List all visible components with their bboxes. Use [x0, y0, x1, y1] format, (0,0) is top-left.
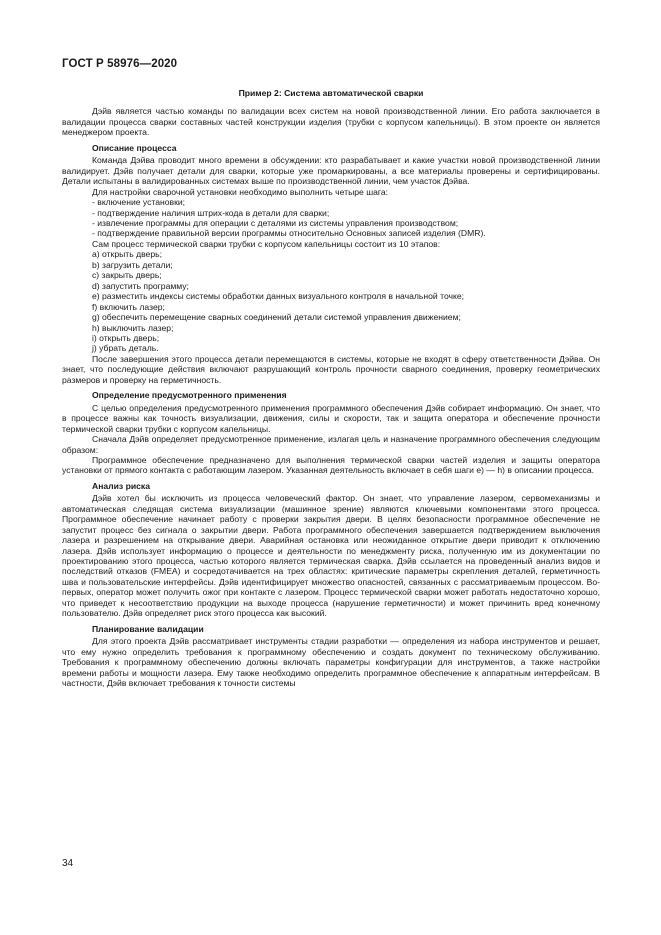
section-heading-intended-use: Определение предусмотренного применения — [92, 390, 287, 401]
example-title: Пример 2: Система автоматической сварки — [238, 88, 424, 98]
intro-paragraph: Дэйв является частью команды по валидации всех систем на новой производственной линии. Его работа заключается в валидации процесса сварки составных частей конструкции изделия (трубки с корпусом капельницы). В этом проекте он является менеджером проекта. — [62, 106, 600, 138]
list-item: j) убрать деталь. — [92, 343, 159, 354]
section-heading-process: Описание процесса — [92, 142, 177, 153]
paragraph: Для настройки сварочной установки необходимо выполнить четыре шага: — [92, 186, 388, 197]
section-heading-validation-planning: Планирование валидации — [92, 623, 204, 634]
list-item: - подтверждение правильной версии программы относительно Основных записей изделия (DMR). — [92, 228, 486, 239]
list-item: f) включить лазер; — [92, 301, 165, 312]
document-body — [62, 88, 600, 688]
paragraph: Дэйв хотел бы исключить из процесса человеческий фактор. Он знает, что управление лазером, сервомеханизмы и автоматическая следящая система визуализации (машинное зрение) являются ключевыми компонентами этого процесса. Программное обеспечение начинает работу с проверки закрытия двери. В целях безопасности программное обеспечение не запустит процесс без сигнала о закрытии двери. Работа программного обеспечения завершается подтверждением выключения лазера и разрешением на открывание двери. Аварийная остановка или неожиданное открытие двери приводит к отключению лазера. Дэйв использует информацию о процессе и деятельности по менеджменту риска, полученную им из документации по проектированию этого процесса, частью которого является термическая сварка. Дэйв ссылается на проведенный анализ видов и последствий отказов (FMEA) и сосредотачивается на трех областях: критические параметры скрепления деталей, герметичность шва и пользовательские интерфейсы. Дэйв идентифицирует множество опасностей, связанных с рассматриваемым процессом. Во-первых, оператор может получить ожог при контакте с лазером. Процесс термической сварки может работать недостаточно хорошо, что приведет к несоответствию продукции на выходе процесса (нарушение герметичности) и может причинить вред конечному пользователю. Дэйв определяет риск этого процесса как высокий. — [62, 493, 600, 619]
paragraph: Сам процесс термической сварки трубки с корпусом капельницы состоит из 10 этапов: — [92, 238, 441, 249]
list-item: e) разместить индексы системы обработки данных визуального контроля в начальной точке; — [92, 291, 465, 302]
list-item: - включение установки; — [92, 197, 186, 208]
list-item: c) закрыть дверь; — [92, 270, 162, 281]
list-item: i) открыть дверь; — [92, 332, 160, 343]
paragraph: Команда Дэйва проводит много времени в обсуждении: кто разрабатывает и какие участки новой производственной линии валидирует. Дэйв получает детали для сварки, которые уже промаркированы, а все материалы проверены и сертифицированы. Детали испытаны в валидированных системах выше по производственной линии, чем участок Дэйва. — [62, 155, 600, 187]
list-item: d) запустить программу; — [92, 280, 189, 291]
page-number: 34 — [62, 858, 74, 869]
paragraph: Сначала Дэйв определяет предусмотренное применение, излагая цель и назначение программного обеспечения следующим образом: — [62, 434, 600, 455]
list-item: h) выключить лазер; — [92, 322, 174, 333]
paragraph: Для этого проекта Дэйв рассматривает инструменты стадии разработки — определения из набора инструментов и решает, что ему нужно определить требования к программному обеспечению и создать документ по техническому обслуживанию. Требования к программному обеспечению должны включать параметры конфигурации для инструментов, а также настройки времени работы и мощности лазера. Ему также необходимо определить программное обеспечение к аппаратным интерфейсам. В частности, Дэйв включает требования к точности системы — [62, 636, 600, 689]
paragraph: С целью определения предусмотренного применения программного обеспечения Дэйв собирает информацию. Он знает, что в процессе важны как точность визуализации, движения, силы и скорости, так и защита оператора и обеспечение прочности термической сварки трубки с корпусом капельницы. — [62, 402, 600, 434]
paragraph: После завершения этого процесса детали перемещаются в системы, которые не входят в сферу ответственности Дэйва. Он знает, что последующие действия включают разрушающий контроль прочности сварного соединения, проверку геометрических размеров и проверку на герметичность. — [62, 353, 600, 385]
list-item: a) открыть дверь; — [92, 249, 162, 260]
section-heading-risk-analysis: Анализ риска — [92, 480, 150, 491]
standard-header: ГОСТ Р 58976—2020 — [62, 58, 178, 70]
list-item: b) загрузить детали; — [92, 259, 173, 270]
list-item: - извлечение программы для операции с деталями из системы управления производством; — [92, 217, 459, 228]
list-item: - подтверждение наличия штрих-кода в детали для сварки; — [92, 207, 330, 218]
list-item: g) обеспечить перемещение сварных соединений детали системой управления движением; — [92, 312, 461, 323]
paragraph: Программное обеспечение предназначено для выполнения термической сварки частей изделия и защиты оператора установки от прямого контакта с работающим лазером. Указанная деятельность включает в себя шаги е) — h) в описании процесса. — [62, 454, 600, 476]
